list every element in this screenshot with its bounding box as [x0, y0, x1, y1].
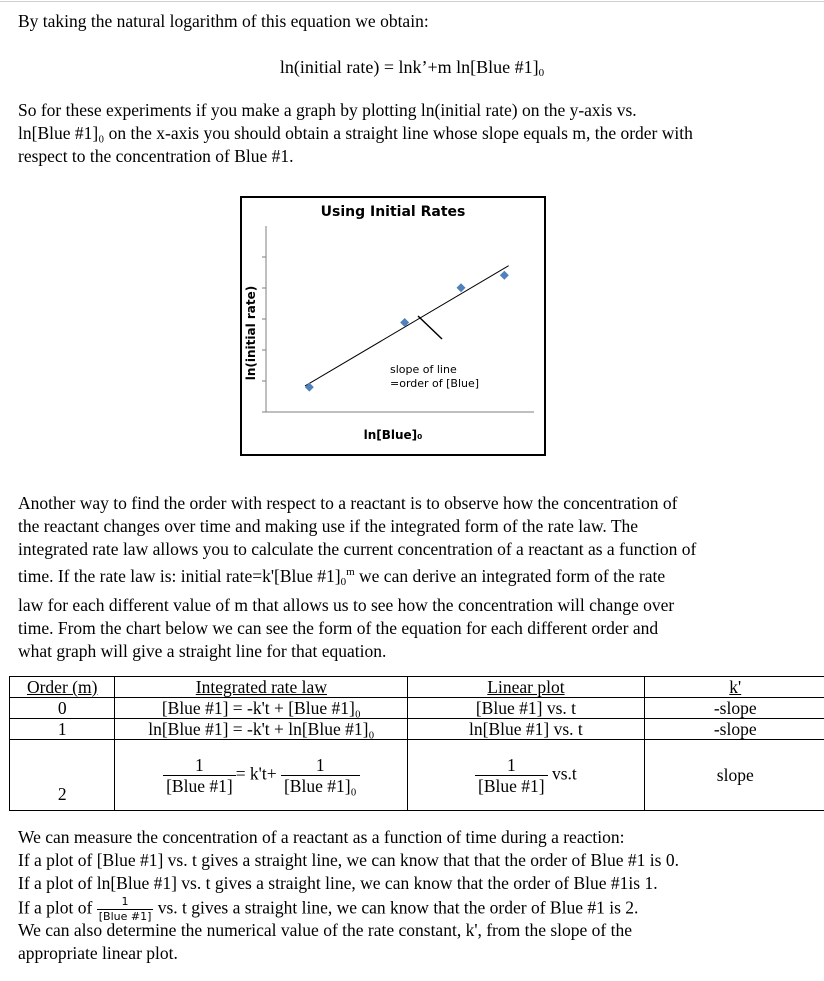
fraction: $\frac{1}{\text{[Blue \#1]}}$	[98, 895, 152, 923]
paragraph-integrated-rate-law	[18, 492, 808, 663]
rate-law-tail: we can derive an integrated form of the rate	[354, 566, 666, 586]
log-equation-sub: 0	[538, 67, 545, 79]
table-cell-plot: ln[Blue #1] vs. t	[408, 719, 644, 740]
table-cell-k: slope	[644, 740, 824, 811]
rate-law-text: time. If the rate law is: initial rate=k'[Blue #1]	[18, 566, 341, 586]
table-cell-order: 0	[10, 698, 115, 719]
paragraph-line: the reactant changes over time and making use if the integrated form of the rate law. The	[18, 516, 639, 536]
table-cell-law: ln[Blue #1] = -k't + ln[Blue #1]₀	[115, 719, 408, 740]
intro-text: By taking the natural logarithm of this equation we obtain:	[18, 11, 429, 31]
integrated-rate-law-table	[9, 676, 824, 811]
table-header-row	[10, 677, 824, 698]
table-header-cell: Order (m)	[10, 677, 115, 698]
chart-plot-area	[242, 198, 544, 454]
table-cell-order: 1	[10, 719, 115, 740]
paragraph-plot-explanation	[18, 99, 808, 168]
paragraph-determining-order	[18, 826, 808, 965]
fraction: $\frac{1}{\text{[Blue \#1]}}$	[475, 755, 548, 796]
table-row	[10, 719, 824, 740]
page-top-border	[0, 1, 824, 2]
table-cell-law: $\frac{1}{\text{[Blue \#1]}}$ = k't+ $\frac{1}{\text{[Blue \#1]₀}}$	[115, 740, 408, 811]
chart-annotation-line: =order of [Blue]	[390, 377, 480, 390]
paragraph-line: integrated rate law allows you to calculate the current concentration of a reactant as a function of	[18, 539, 697, 559]
chart-title: Using Initial Rates	[320, 204, 466, 220]
table-cell-law: [Blue #1] = -k't + [Blue #1]₀	[115, 698, 408, 719]
paragraph-line: Another way to find the order with respect to a reactant is to observe how the concentration of	[18, 493, 678, 513]
fraction: $\frac{1}{\text{[Blue \#1]}}$	[163, 755, 236, 796]
paragraph-line-rate-law	[18, 561, 808, 594]
chart-data-point	[500, 271, 509, 280]
table-row	[10, 698, 824, 719]
log-equation	[0, 57, 824, 79]
paragraph-line: time. From the chart below we can see the form of the equation for each different order and	[18, 618, 659, 638]
rate-law-sup: m	[346, 566, 355, 578]
log-equation-main: ln(initial rate) = lnk’+m ln[Blue #1]	[279, 57, 539, 77]
table-cell-k: -slope	[644, 698, 824, 719]
table-header-cell: Linear plot	[408, 677, 644, 698]
table-header-cell: Integrated rate law	[115, 677, 408, 698]
paragraph-line: appropriate linear plot.	[18, 943, 178, 963]
initial-rates-chart	[240, 196, 546, 456]
rate-law-sub: 0	[340, 576, 347, 588]
paragraph-line: If a plot of ln[Blue #1] vs. t gives a straight line, we can know that the order of Blue #1is 1.	[18, 873, 658, 893]
table-cell-order: 2	[10, 740, 115, 811]
table-header-cell: k'	[644, 677, 824, 698]
paragraph-line-fraction: If a plot of $\frac{1}{\text{[Blue \#1]}}$ vs. t gives a straight line, we can know that the order of Blue #1 is 2.	[18, 895, 639, 923]
chart-annotation-pointer	[418, 316, 442, 339]
table-row	[10, 740, 824, 811]
paragraph-line: what graph will give a straight line for that equation.	[18, 641, 387, 661]
table-cell-plot: $\frac{1}{\text{[Blue \#1]}}$ vs.t	[408, 740, 644, 811]
chart-annotation	[390, 363, 479, 391]
table-cell-plot: [Blue #1] vs. t	[408, 698, 644, 719]
paragraph-line: respect to the concentration of Blue #1.	[18, 146, 294, 166]
chart-data-point	[457, 283, 466, 292]
paragraph-line: We can also determine the numerical value of the rate constant, k', from the slope of the	[18, 920, 633, 940]
chart-annotation-line: slope of line	[390, 363, 457, 376]
paragraph-line: If a plot of [Blue #1] vs. t gives a straight line, we can know that that the order of Blue #1 is 0.	[18, 850, 679, 870]
chart-x-axis-label: ln[Blue]₀	[363, 428, 423, 442]
table-cell-k: -slope	[644, 719, 824, 740]
chart-data-point	[305, 383, 314, 392]
fraction: $\frac{1}{\text{[Blue \#1]₀}}$	[281, 755, 360, 796]
chart-y-axis-label: ln(initial rate)	[244, 285, 258, 381]
paragraph-line: We can measure the concentration of a reactant as a function of time during a reaction:	[18, 827, 625, 847]
paragraph-line: law for each different value of m that allows us to see how the concentration will change over	[18, 595, 675, 615]
paragraph-line: ln[Blue #1]₀ on the x-axis you should obtain a straight line whose slope equals m, the order with	[18, 123, 693, 143]
paragraph-line: So for these experiments if you make a graph by plotting ln(initial rate) on the y-axis vs.	[18, 100, 637, 120]
